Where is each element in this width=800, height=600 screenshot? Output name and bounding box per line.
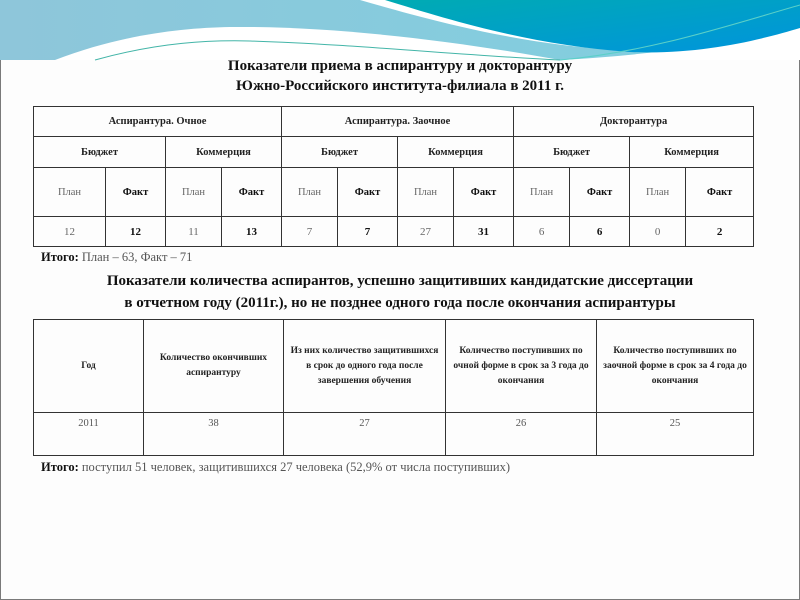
section-title-line-2: в отчетном году (2011г.), но не позднее одного года после окончания аспирантуры [124, 295, 676, 311]
group-header: Аспирантура. Заочное [282, 107, 514, 137]
group-header: Аспирантура. Очное [34, 107, 282, 137]
column-header-fact: Факт [686, 168, 754, 217]
column-header-fact: Факт [570, 168, 630, 217]
total-label: Итого: [41, 460, 79, 474]
column-header-row [34, 168, 754, 217]
header-graduates: Количество окончивших аспирантуру [144, 320, 284, 413]
cell-fact: 7 [338, 217, 398, 247]
page-title [120, 56, 680, 96]
cell-parttime-admitted: 25 [597, 413, 754, 456]
column-header-plan: План [630, 168, 686, 217]
section-title [30, 270, 770, 314]
cell-graduates: 38 [144, 413, 284, 456]
column-header-plan: План [514, 168, 570, 217]
header-year: Год [34, 320, 144, 413]
cell-fact: 2 [686, 217, 754, 247]
cell-plan: 7 [282, 217, 338, 247]
cell-plan: 27 [398, 217, 454, 247]
cell-plan: 6 [514, 217, 570, 247]
column-header-plan: План [166, 168, 222, 217]
table-row [34, 413, 754, 456]
cell-fact: 31 [454, 217, 514, 247]
title-line-1: Показатели приема в аспирантуру и докторантуру [227, 58, 573, 74]
admissions-total [41, 250, 192, 265]
cell-fulltime-admitted: 26 [446, 413, 597, 456]
cell-plan: 11 [166, 217, 222, 247]
section-title-line-1: Показатели количества аспирантов, успешно защитивших кандидатские диссертации [106, 273, 694, 289]
column-header-fact: Факт [338, 168, 398, 217]
subgroup-header: Бюджет [282, 137, 398, 168]
subgroup-header-row [34, 137, 754, 168]
cell-plan: 12 [34, 217, 106, 247]
subgroup-header: Коммерция [398, 137, 514, 168]
column-header-fact: Факт [106, 168, 166, 217]
cell-fact: 6 [570, 217, 630, 247]
column-header-plan: План [398, 168, 454, 217]
admissions-table [33, 106, 754, 247]
total-label: Итого: [41, 250, 79, 264]
column-header-plan: План [34, 168, 106, 217]
subgroup-header: Коммерция [630, 137, 754, 168]
defense-total [41, 460, 510, 475]
subgroup-header: Бюджет [34, 137, 166, 168]
title-line-2: Южно-Российского института-филиала в 2011 г. [236, 78, 564, 94]
cell-plan: 0 [630, 217, 686, 247]
header-defended: Из них количество защитившихся в срок до одного года после завершения обучения [284, 320, 446, 413]
total-text: поступил 51 человек, защитившихся 27 человека (52,9% от числа поступивших) [78, 460, 510, 474]
subgroup-header: Бюджет [514, 137, 630, 168]
column-header-fact: Факт [454, 168, 514, 217]
cell-fact: 13 [222, 217, 282, 247]
column-header-plan: План [282, 168, 338, 217]
table-row [34, 217, 754, 247]
cell-defended: 27 [284, 413, 446, 456]
header-row [34, 320, 754, 413]
defense-table [33, 319, 754, 456]
cell-year: 2011 [34, 413, 144, 456]
subgroup-header: Коммерция [166, 137, 282, 168]
header-parttime-admitted: Количество поступивших по заочной форме в срок за 4 года до окончания [597, 320, 754, 413]
total-text: План – 63, Факт – 71 [78, 250, 193, 264]
cell-fact: 12 [106, 217, 166, 247]
group-header-row [34, 107, 754, 137]
group-header: Докторантура [514, 107, 754, 137]
header-fulltime-admitted: Количество поступивших по очной форме в срок за 3 года до окончания [446, 320, 597, 413]
column-header-fact: Факт [222, 168, 282, 217]
